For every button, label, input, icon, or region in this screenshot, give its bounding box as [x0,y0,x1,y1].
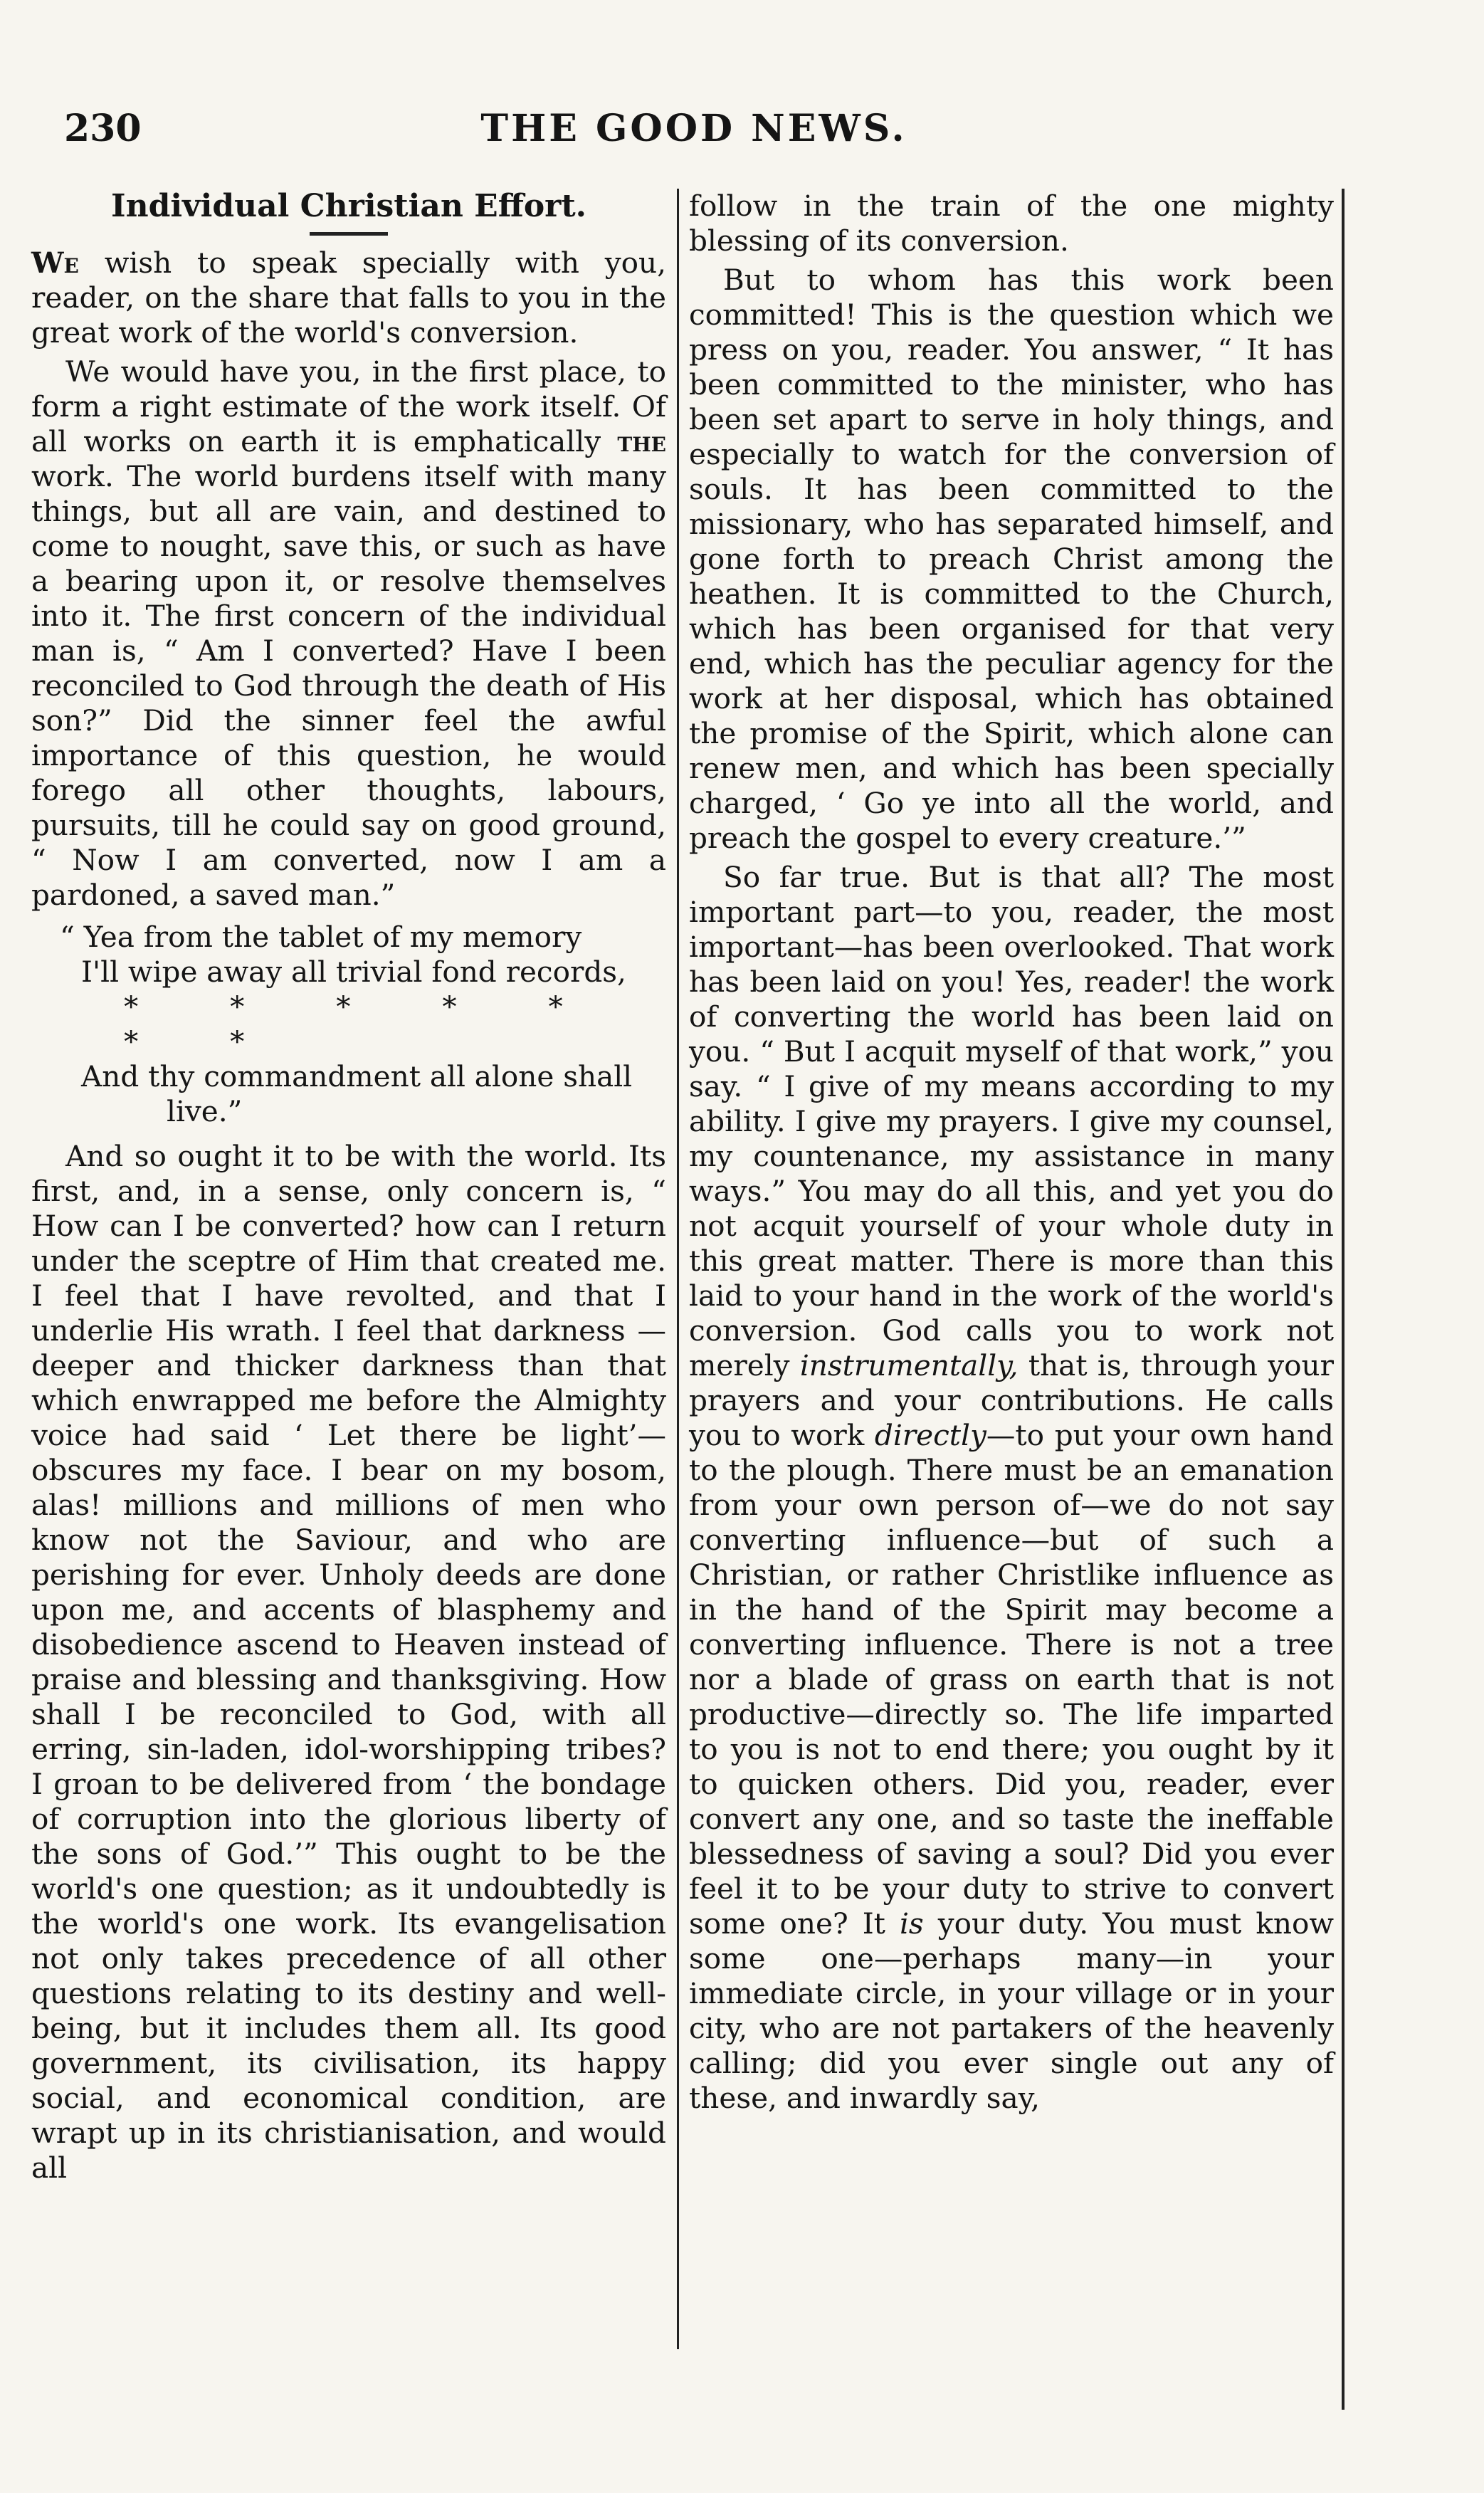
paragraph-3-continued [689,189,1334,258]
poem-ellipsis-stars: * * * * * * * [124,990,604,1059]
paragraph-2-text-b: work. The world burdens itself with many things, but all are vain, and destined to come to nought, save this, or such as have a bearing upon it, or resolve themselves into it. The first concern of the individual man is, “ Am I converted? Have I been reconciled to God through the death of His son?” Did the sinner feel the awful importance of this question, he would forego all other thoughts, labours, pursuits, till he could say on good ground, “ Now I am converted, now I am a pardoned, a saved man.” [31,459,666,912]
paragraph-2 [31,355,666,913]
emphasis-directly: directly [874,1418,986,1452]
left-column [31,189,666,2190]
poem-line-2: I'll wipe away all trivial fond records, [81,955,626,989]
running-title: THE GOOD NEWS. [480,107,907,150]
paragraph-1-lead: We [31,246,79,280]
right-column [689,189,1334,2120]
page-header [50,107,1338,157]
title-rule [310,232,388,236]
poem-line-1: “ Yea from the tablet of my memory [60,920,582,954]
poem-line-3-cont: live.” [167,1094,243,1128]
paragraph-5 [689,860,1334,2116]
poem-quotation [31,920,666,1129]
column-divider [677,189,679,2349]
page-number: 230 [64,107,142,150]
paragraph-5-text-b: that is, through your prayers and your contributions. He calls you to work [689,1348,1334,1452]
paragraph-2-the: the [617,424,666,458]
paragraph-4 [689,263,1334,856]
paragraph-5-text-a: So far true. But is that all? The most important part—to you, reader, the most important—has been overlooked. That work has been laid on you! Yes, reader! the work of converting the world has been laid on you. “ But I acquit myself of that work,” you say. “ I give of my means according to my ability. I give my prayers. I give my counsel, my countenance, my assistance in many ways.” You may do all this, and yet you do not acquit yourself of your whole duty in this great matter. There is more than this laid to your hand in the work of the world's conversion. God calls you to work not merely [689,860,1334,1382]
paragraph-3-cont-text: follow in the train of the one mighty blessing of its conversion. [689,189,1334,258]
page-edge-rule [1342,189,1344,2410]
article-title: Individual Christian Effort. [111,188,586,224]
paragraph-3 [31,1139,666,2185]
paragraph-4-text: But to whom has this work been committed! This is the question which we press on you, reader. You answer, “ It has been committed to the minister, who has been set apart to serve in holy things, and especially to watch for the conversion of souls. It has been committed to the missionary, who has separated himself, and gone forth to preach Christ among the heathen. It is committed to the Church, which has been organised for that very end, which has the peculiar agency for the work at her disposal, which has obtained the promise of the Spirit, which alone can renew men, and which has been specially charged, ‘ Go ye into all the world, and preach the gospel to every creature.’” [689,263,1334,855]
paragraph-1-text: wish to speak specially with you, reader, on the share that falls to you in the great work of the world's conversion. [31,246,666,350]
paragraph-1 [31,246,666,350]
paragraph-3-text: And so ought it to be with the world. Its first, and, in a sense, only concern is, “ How can I be converted? how can I return under the sceptre of Him that created me. I feel that I have revolted, and that I underlie His wrath. I feel that darkness —deeper and thicker darkness than that which enwrapped me before the Almighty voice had said ‘ Let there be light’—obscures my face. I bear on my bosom, alas! millions and millions of men who know not the Saviour, and who are perishing for ever. Unholy deeds are done upon me, and accents of blasphemy and disobedience ascend to Heaven instead of praise and blessing and thanksgiving. How shall I be reconciled to God, with all erring, sin-laden, idol-worshipping tribes? I groan to be delivered from ‘ the bondage of corruption into the glorious liberty of the sons of God.’” This ought to be the world's one question; as it undoubtedly is the world's one work. Its evangelisation not only takes precedence of all other questions relating to its destiny and well-being, but it includes them all. Its good government, its civilisation, its happy social, and economical condition, are wrapt up in its christianisation, and would all [31,1139,666,2185]
poem-line-3: And thy commandment all alone shall [81,1059,633,1093]
paragraph-5-text-d: your duty. You must know some one—perhaps many—in your immediate circle, in your village or in your city, who are not partakers of the heavenly calling; did you ever single out any of these, and inwardly say, [689,1906,1334,2115]
paragraph-5-text-c: —to put your own hand to the plough. There must be an emanation from your own person of—we do not say converting influence—but of such a Christian, or rather Christlike influence as in the hand of the Spirit may become a converting influence. There is not a tree nor a blade of grass on earth that is not productive—directly so. The life imparted to you is not to end there; you ought by it to quicken others. Did you, reader, ever convert any one, and so taste the ineffable blessedness of saving a soul? Did you ever feel it to be your duty to strive to convert some one? It [689,1418,1334,1941]
emphasis-is: is [899,1906,924,1941]
emphasis-instrumentally: instrumentally, [799,1348,1019,1382]
paragraph-2-text-a: We would have you, in the first place, to form a right estimate of the work itself. Of all works on earth it is emphatically [31,355,666,458]
